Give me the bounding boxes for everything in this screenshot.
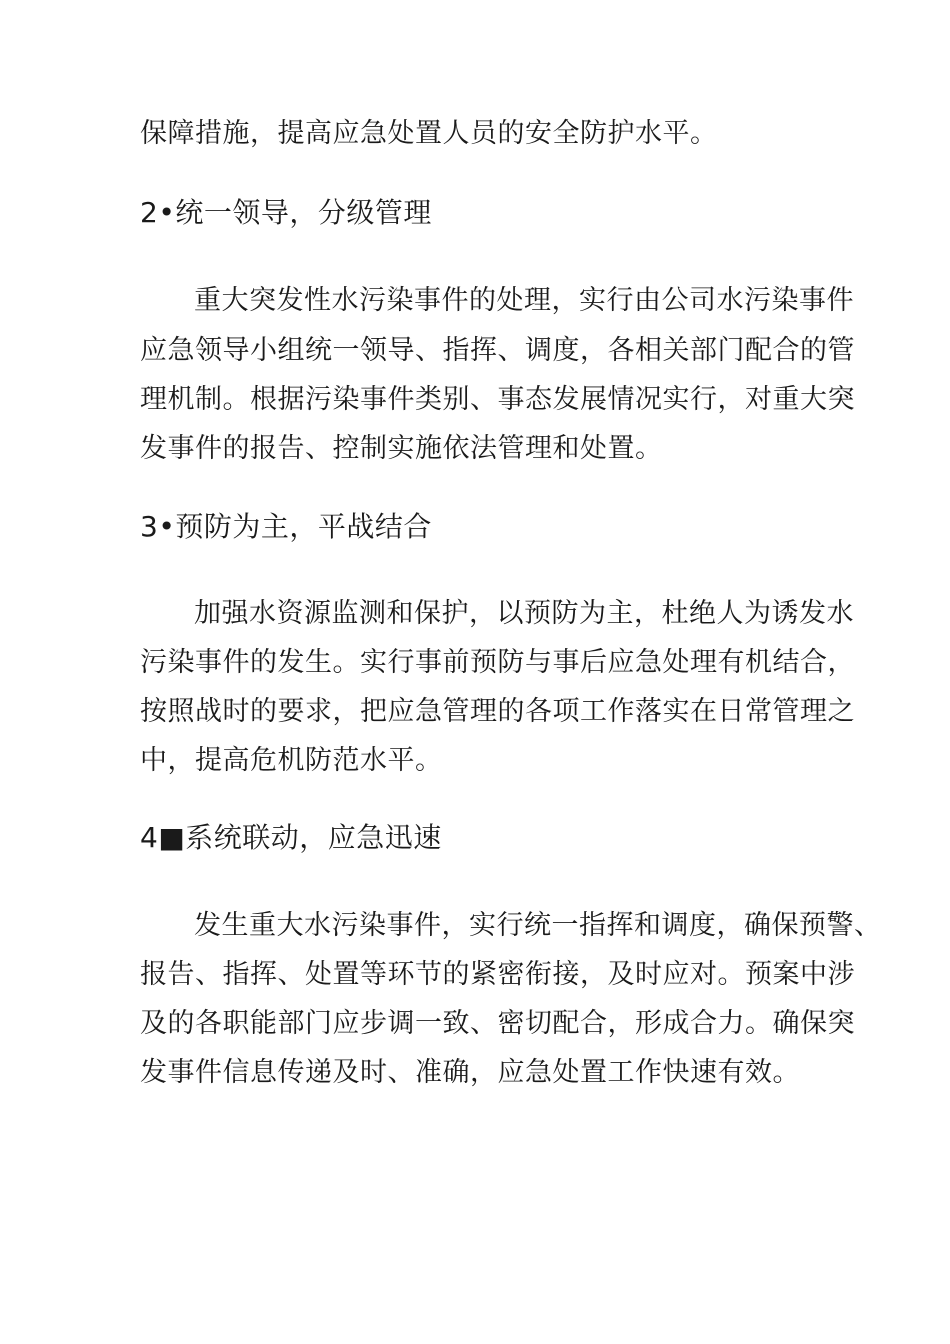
paragraph-line: 污染事件的发生。实行事前预防与事后应急处理有机结合， (140, 647, 855, 678)
paragraph-line: 发事件信息传递及时、准确，应急处置工作快速有效。 (140, 1057, 800, 1088)
paragraph-line: 及的各职能部门应步调一致、密切配合，形成合力。确保突 (140, 1008, 855, 1039)
paragraph-line: 按照战时的要求，把应急管理的各项工作落实在日常管理之 (140, 696, 855, 727)
section-heading-2: 2•统一领导，分级管理 (140, 196, 432, 229)
paragraph-line: 理机制。根据污染事件类别、事态发展情况实行，对重大突 (140, 384, 855, 415)
paragraph-line: 发事件的报告、控制实施依法管理和处置。 (140, 433, 663, 464)
section-heading-4: 4■系统联动，应急迅速 (140, 821, 442, 854)
paragraph-line: 中，提高危机防范水平。 (140, 745, 443, 776)
paragraph-line: 应急领导小组统一领导、指挥、调度，各相关部门配合的管 (140, 335, 855, 366)
paragraph-line: 保障措施，提高应急处置人员的安全防护水平。 (140, 118, 718, 149)
section-heading-3: 3•预防为主，平战结合 (140, 510, 432, 543)
paragraph-line: 报告、指挥、处置等环节的紧密衔接，及时应对。预案中涉 (140, 959, 855, 990)
paragraph-line: 重大突发性水污染事件的处理，实行由公司水污染事件 (194, 285, 854, 316)
paragraph-line: 发生重大水污染事件，实行统一指挥和调度，确保预警、 (194, 910, 882, 941)
paragraph-line: 加强水资源监测和保护，以预防为主，杜绝人为诱发水 (194, 598, 854, 629)
